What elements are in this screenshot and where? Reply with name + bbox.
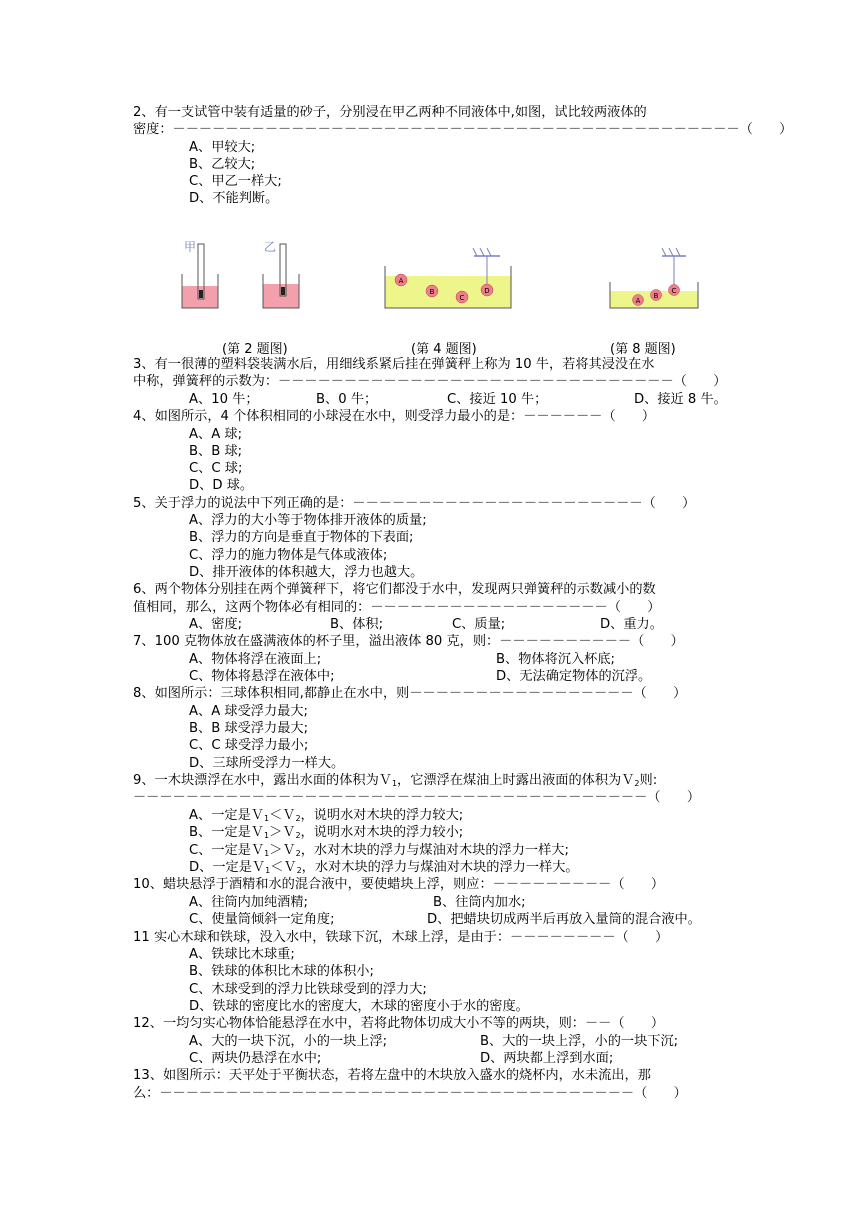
caption-figure-4: (第 4 题图) [411, 342, 477, 357]
q5-option-a: A、浮力的大小等于物体排开液体的质量; [189, 513, 427, 528]
q6-option-c: C、质量; [452, 617, 506, 632]
svg-text:C: C [671, 287, 677, 295]
q5-option-b: B、浮力的方向是垂直于物体的下表面; [189, 530, 414, 545]
q6-option-d: D、重力。 [600, 617, 663, 632]
q11-option-c: C、木球受到的浮力比铁球受到的浮力大; [189, 982, 427, 997]
q10-option-a: A、往筒内加纯酒精; [189, 895, 308, 910]
figures-row [160, 234, 720, 334]
q10-option-d: D、把蜡块切成两半后再放入量筒的混合液中。 [427, 912, 701, 927]
q12-stem: 12、一均匀实心物体恰能悬浮在水中，若将此物体切成大小不等的两块，则：－－（ ） [133, 1016, 665, 1031]
svg-text:C: C [459, 294, 465, 302]
sand-yi [281, 287, 285, 295]
q7-option-d: D、无法确定物体的沉浮。 [496, 669, 652, 684]
q5-option-d: D、排开液体的体积越大，浮力也越大。 [189, 565, 424, 580]
q10-option-c: C、使量筒倾斜一定角度; [189, 912, 335, 927]
q8-stem: 8、如图所示：三球体积相同,都静止在水中，则－－－－－－－－－－－－－－－－－（ ） [133, 686, 687, 701]
figure-4 [385, 248, 511, 308]
q5-option-c: C、浮力的施力物体是气体或液体; [189, 548, 388, 563]
q2-option-b: B、乙较大; [189, 157, 256, 172]
q3-stem-line2: 中称，弹簧秤的示数为：－－－－－－－－－－－－－－－－－－－－－－－－－－－－－－（ ） [133, 374, 727, 389]
q3-option-a: A、10 牛； [189, 392, 259, 407]
figure-2 [182, 240, 299, 308]
q6-stem-line1: 6、两个物体分别挂在两个弹簧秤下，将它们都没于水中，发现两只弹簧秤的示数减小的数 [133, 582, 656, 597]
q3-option-d: D、接近 8 牛。 [634, 392, 727, 407]
q3-option-c: C、接近 10 牛； [447, 392, 548, 407]
q4-option-c: C、C 球; [189, 461, 243, 476]
q2-stem-line1: 2、有一支试管中装有适量的砂子，分别浸在甲乙两种不同液体中,如图，试比较两液体的 [133, 105, 647, 120]
q7-option-c: C、物体将悬浮在液体中; [189, 669, 335, 684]
q6-option-a: A、密度; [189, 617, 243, 632]
q9-stem-line2: －－－－－－－－－－－－－－－－－－－－－－－－－－－－－－－－－－－－－－－（ ） [133, 790, 701, 805]
q9-option-c: C、一定是Ｖ$_1$＞Ｖ$_2$，水对木块的浮力与煤油对木块的浮力一样大; [189, 843, 569, 858]
svg-text:D: D [484, 287, 490, 295]
q13-stem-line2: 么：－－－－－－－－－－－－－－－－－－－－－－－－－－－－－－－－－－－－（ ） [133, 1086, 687, 1101]
q8-option-a: A、A 球受浮力最大; [189, 704, 308, 719]
q6-stem-line2: 值相同，那么，这两个物体必有相同的：－－－－－－－－－－－－－－－－－－（ ） [133, 600, 661, 615]
q7-option-b: B、物体将沉入杯底; [496, 652, 615, 667]
q9-stem-line1: 9、一木块漂浮在水中，露出水面的体积为Ｖ$_1$，它漂浮在煤油上时露出液面的体积为Ｖ$_2$则: [133, 773, 658, 788]
q3-option-b: B、0 牛； [316, 392, 378, 407]
caption-figure-8: (第 8 题图) [610, 342, 676, 357]
q12-option-b: B、大的一块上浮，小的一块下沉; [480, 1034, 679, 1049]
q6-option-b: B、体积; [330, 617, 384, 632]
q11-option-d: D、铁球的密度比水的密度大，木球的密度小于水的密度。 [189, 999, 529, 1014]
svg-text:A: A [398, 277, 404, 285]
svg-text:B: B [429, 288, 435, 296]
q13-stem-line1: 13、如图所示：天平处于平衡状态，若将左盘中的木块放入盛水的烧杯内，水未流出，那 [133, 1068, 651, 1083]
svg-text:A: A [635, 297, 641, 305]
q4-option-b: B、B 球; [189, 444, 243, 459]
q5-stem: 5、关于浮力的说法中下列正确的是：－－－－－－－－－－－－－－－－－－－－－－（ ） [133, 496, 696, 511]
q9-option-a: A、一定是Ｖ$_1$＜Ｖ$_2$，说明水对木块的浮力较大; [189, 808, 464, 823]
q8-option-d: D、三球所受浮力一样大。 [189, 756, 345, 771]
q2-option-d: D、不能判断。 [189, 191, 279, 206]
label-yi: 乙 [264, 240, 277, 254]
q11-option-b: B、铁球的体积比木球的体积小; [189, 964, 374, 979]
q9-option-d: D、一定是Ｖ$_1$＜Ｖ$_2$，水对木块的浮力与煤油对木块的浮力一样大。 [189, 860, 579, 875]
q12-option-d: D、两块都上浮到水面; [480, 1051, 614, 1066]
q12-option-c: C、两块仍悬浮在水中; [189, 1051, 322, 1066]
svg-text:B: B [653, 292, 659, 300]
q10-option-b: B、往筒内加水; [433, 895, 526, 910]
label-jia: 甲 [184, 240, 197, 254]
q4-option-d: D、D 球。 [189, 478, 254, 493]
q2-stem-line2: 密度：－－－－－－－－－－－－－－－－－－－－－－－－－－－－－－－－－－－－－－－－－－－（ ） [133, 122, 793, 137]
q8-option-c: C、C 球受浮力最小; [189, 738, 309, 753]
caption-figure-2: (第 2 题图) [222, 342, 288, 357]
q4-stem: 4、如图所示，4 个体积相同的小球浸在水中，则受浮力最小的是：－－－－－－（ ） [133, 409, 656, 424]
q12-option-a: A、大的一块下沉，小的一块上浮; [189, 1034, 388, 1049]
q2-option-c: C、甲乙一样大; [189, 174, 282, 189]
q8-option-b: B、B 球受浮力最大; [189, 721, 309, 736]
q7-stem: 7、100 克物体放在盛满液体的杯子里，溢出液体 80 克，则：－－－－－－－－－－（ ） [133, 634, 684, 649]
q2-option-a: A、甲较大; [189, 140, 256, 155]
sand-jia [199, 290, 203, 298]
q11-option-a: A、铁球比木球重; [189, 947, 295, 962]
q4-option-a: A、A 球; [189, 427, 243, 442]
q3-stem-line1: 3、有一很薄的塑料袋装满水后，用细线系紧后挂在弹簧秤上称为 10 牛，若将其浸没在水 [133, 357, 655, 372]
q7-option-a: A、物体将浮在液面上; [189, 652, 322, 667]
q11-stem: 11 实心木球和铁球，没入水中，铁球下沉，木球上浮，是由于：－－－－－－－－（ ） [133, 930, 669, 945]
q9-option-b: B、一定是Ｖ$_1$＞Ｖ$_2$，说明水对木块的浮力较小; [189, 825, 464, 840]
q10-stem: 10、蜡块悬浮于酒精和水的混合液中，要使蜡块上浮，则应：－－－－－－－－－（ ） [133, 877, 665, 892]
figure-8 [610, 248, 698, 308]
